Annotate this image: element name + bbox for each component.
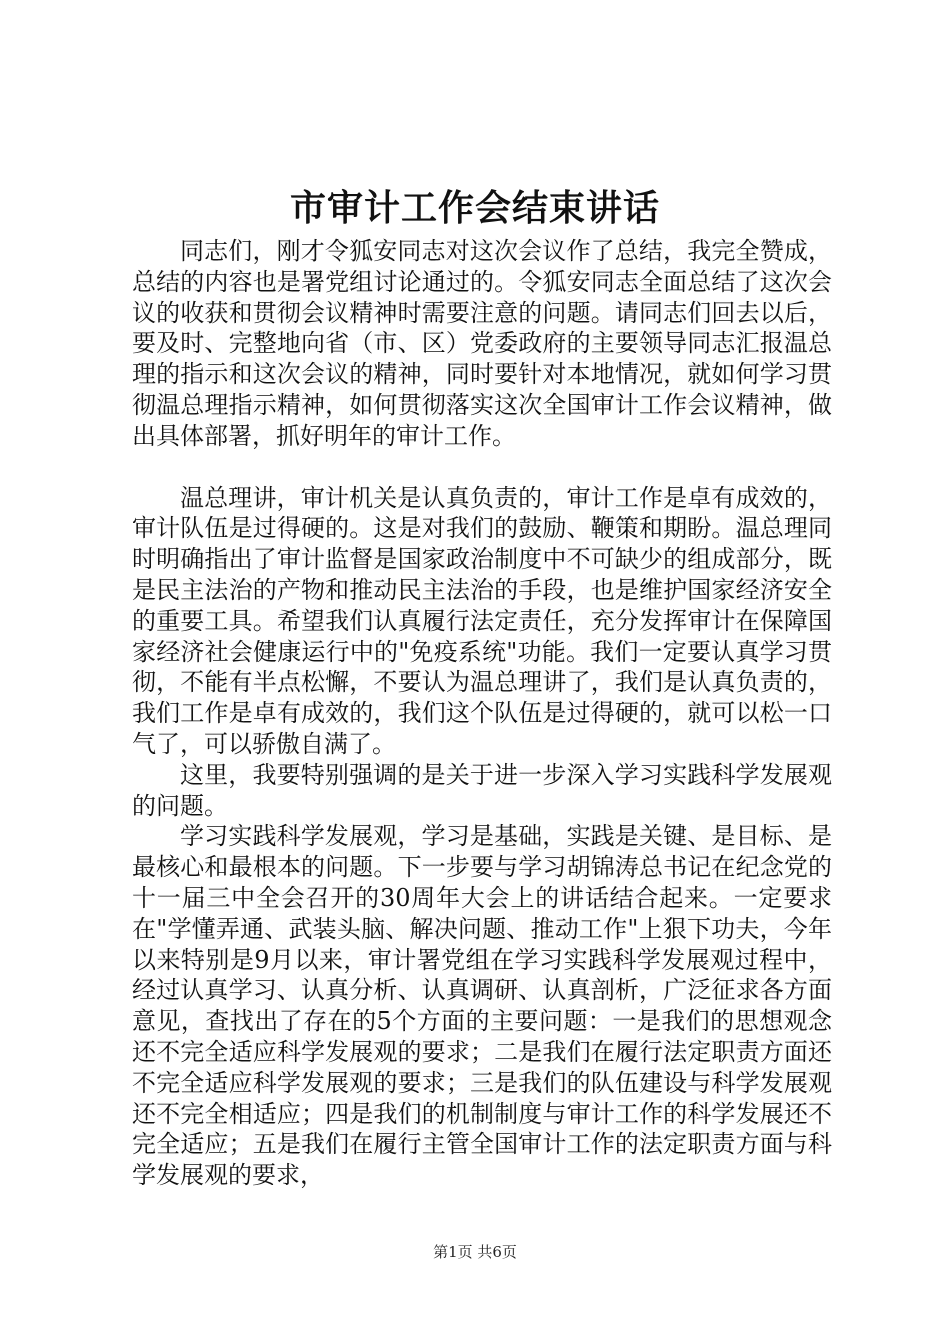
paragraph-2: 温总理讲，审计机关是认真负责的，审计工作是卓有成效的，审计队伍是过得硬的。这是对我们的鼓励、鞭策和期盼。温总理同时明确指出了审计监督是国家政治制度中不可缺少的组成部分，既是民主法治的产物和推动民主法治的手段，也是维护国家经济安全的重要工具。希望我们认真履行法定责任，充分发挥审计在保障国家经济社会健康运行中的"免疫系统"功能。我们一定要认真学习贯彻，不能有半点松懈，不要认为温总理讲了，我们是认真负责的，我们工作是卓有成效的，我们这个队伍是过得硬的，就可以松一口气了，可以骄傲自满了。: [132, 483, 832, 758]
document-title: 市审计工作会结束讲话: [289, 187, 660, 229]
page-number-footer: 第1页 共6页: [433, 1243, 517, 1261]
paragraph-3: 这里，我要特别强调的是关于进一步深入学习实践科学发展观的问题。: [132, 760, 832, 820]
document-body: [132, 236, 832, 1191]
paragraph-1: 同志们，刚才令狐安同志对这次会议作了总结，我完全赞成，总结的内容也是署党组讨论通过的。令狐安同志全面总结了这次会议的收获和贯彻会议精神时需要注意的问题。请同志们回去以后，要及时、完整地向省（市、区）党委政府的主要领导同志汇报温总理的指示和这次会议的精神，同时要针对本地情况，就如何学习贯彻温总理指示精神，如何贯彻落实这次全国审计工作会议精神，做出具体部署，抓好明年的审计工作。: [132, 237, 832, 450]
paragraph-4: 学习实践科学发展观，学习是基础，实践是关键、是目标、是最核心和最根本的问题。下一步要与学习胡锦涛总书记在纪念党的十一届三中全会召开的30周年大会上的讲话结合起来。一定要求在"学懂弄通、武装头脑、解决问题、推动工作"上狠下功夫，今年以来特别是9月以来，审计署党组在学习实践科学发展观过程中，经过认真学习、认真分析、认真调研、认真剖析，广泛征求各方面意见，查找出了存在的5个方面的主要问题：一是我们的思想观念还不完全适应科学发展观的要求；二是我们在履行法定职责方面还不完全适应科学发展观的要求；三是我们的队伍建设与科学发展观还不完全相适应；四是我们的机制制度与审计工作的科学发展还不完全适应；五是我们在履行主管全国审计工作的法定职责方面与科学发展观的要求，: [132, 822, 832, 1190]
